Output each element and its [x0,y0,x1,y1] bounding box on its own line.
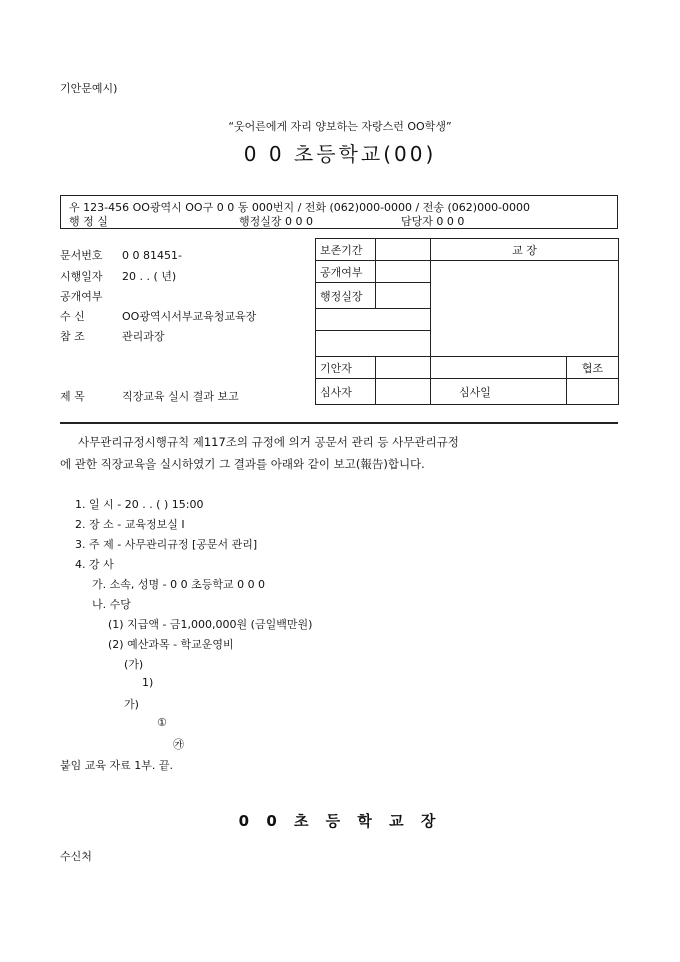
sub-item-allowance: 나. 수당 [92,598,131,611]
date-row [60,268,176,284]
sub-item-ga2: 가) [124,698,139,711]
doc-number: 0 0 81451- [122,249,182,262]
office-label: 행 정 실 [69,215,108,228]
example-header: 기안문예시) [60,82,118,95]
recipient-row [60,308,256,324]
reference-value: 관리과장 [122,330,165,343]
list-item-date: 1. 일 시 - 20 . . ( ) 15:00 [75,498,204,511]
subject-row [60,388,239,404]
attachment-line: 붙임 교육 자료 1부. 끝. [60,759,173,772]
reviewer-cell[interactable] [376,379,431,405]
office-manager: 담당자 0 0 0 [401,215,465,228]
list-item-lecturer: 4. 강 사 [75,558,114,571]
sub-item-circle-ga: ㉮ [173,738,184,751]
retention-cell[interactable] [376,239,431,261]
review-date-cell[interactable] [567,379,619,405]
office-chief: 행정실장 0 0 0 [239,215,313,228]
sub-item-num-1: 1) [142,676,154,689]
disclosure-cell[interactable] [376,261,431,283]
body-paragraph-2: 에 관한 직장교육을 실시하였기 그 결과를 아래와 같이 보고(報告)합니다. [60,457,425,471]
recipient-label: 수 신 [60,310,85,323]
drafter-label: 기안자 [316,357,376,379]
recipients-label: 수신처 [60,850,92,863]
school-slogan: “웃어른에게 자리 양보하는 자랑스런 OO학생” [228,120,452,133]
reference-row [60,328,165,344]
school-title: 0 0 초등학교(00) [243,142,437,166]
date-value: 20 . . ( 년) [122,270,177,283]
principal-label: 교 장 [431,239,619,261]
recipient-value: OO광역시서부교육청교육장 [122,310,257,323]
sub-item-affiliation: 가. 소속, 성명 - 0 0 초등학교 0 0 0 [92,578,266,591]
list-item-topic: 3. 주 제 - 사무관리규정 [공문서 관리] [75,538,258,551]
principal-signature-cell[interactable] [431,261,619,357]
signature-title: 0 0 초 등 학 교 장 [238,812,442,830]
reference-label: 참 조 [60,330,85,343]
date-label: 시행일자 [60,270,103,283]
admin-chief-cell[interactable] [376,283,431,309]
cooperation-label: 협조 [567,357,619,379]
address-box [60,195,618,229]
cooperation-blank[interactable] [431,357,567,379]
list-item-place: 2. 장 소 - 교육정보실 I [75,518,185,531]
disclosure-row [60,288,122,304]
drafter-cell[interactable] [376,357,431,379]
subject-label: 제 목 [60,390,85,403]
sub-item-circle-1: ① [157,716,167,729]
sub-item-amount: (1) 지급액 - 금1,000,000원 (금일백만원) [108,618,313,631]
address-line: 우 123-456 OO광역시 OO구 0 0 동 000번지 / 전화 (062)000-0000 / 전송 (062)000-0000 [69,201,531,214]
blank-row-2[interactable] [316,331,431,357]
admin-chief-label: 행정실장 [316,283,376,309]
disclosure-label: 공개여부 [60,290,103,303]
subject-value: 직장교육 실시 결과 보고 [122,390,239,403]
sub-item-paren-ga: (가) [124,658,144,671]
disclosure-label-cell: 공개여부 [316,261,376,283]
reviewer-label: 심사자 [316,379,376,405]
divider-line [60,422,618,424]
doc-number-label: 문서번호 [60,249,103,262]
approval-table [315,238,619,405]
sub-item-budget: (2) 예산과목 - 학교운영비 [108,638,234,651]
body-paragraph-1: 사무관리규정시행규칙 제117조의 규정에 의거 공문서 관리 등 사무관리규정 [78,435,459,449]
doc-number-row [60,247,182,263]
retention-label: 보존기간 [316,239,376,261]
review-date-label: 심사일 [431,379,567,405]
blank-row-1[interactable] [316,309,431,331]
